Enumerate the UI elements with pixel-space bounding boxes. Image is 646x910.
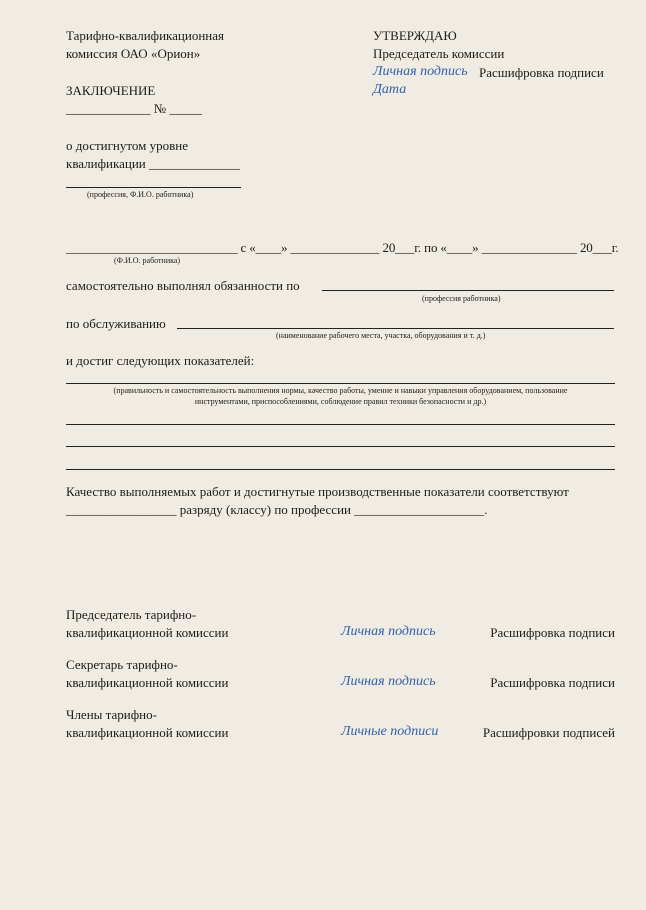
role-line-1: Секретарь тарифно- — [66, 657, 178, 672]
duties-note: (профессия работника) — [422, 294, 501, 303]
signature: Личные подписи — [341, 724, 439, 739]
approve-heading: УТВЕРЖДАЮ — [373, 28, 457, 43]
profession-note: (профессия, Ф.И.О. работника) — [87, 190, 194, 199]
quality-line-2: _________________ разряду (классу) по профессии ____________________. — [66, 502, 488, 517]
fio-note: (Ф.И.О. работника) — [114, 256, 181, 265]
signature: Личная подпись — [341, 674, 436, 689]
indicators-line-2 — [66, 424, 615, 425]
service-note: (наименование рабочего места, участка, оборудования и т. д.) — [276, 331, 486, 340]
role-line-1: Председатель тарифно- — [66, 607, 197, 622]
signature-decode: Расшифровки подписей — [482, 725, 615, 740]
signature-decode: Расшифровка подписи — [490, 675, 615, 690]
indicators-label: и достиг следующих показателей: — [66, 353, 255, 368]
role-line-2: квалификационной комиссии — [66, 625, 229, 640]
role-line-2: квалификационной комиссии — [66, 675, 229, 690]
role-line-2: квалификационной комиссии — [66, 725, 229, 740]
indicators-note-2: инструментами, приспособлениями, соблюдение правил техники безопасности и др.) — [194, 397, 487, 406]
duties-label: самостоятельно выполнял обязанности по — [66, 278, 300, 293]
level-line-1: о достигнутом уровне — [66, 138, 188, 153]
level-line-2: квалификации ______________ — [66, 156, 241, 171]
conclusion-title: ЗАКЛЮЧЕНИЕ — [66, 83, 156, 98]
indicators-line-1 — [66, 383, 615, 384]
conclusion-number: _____________ № _____ — [66, 101, 202, 116]
service-label: по обслуживанию — [66, 316, 166, 331]
profession-blank-line — [66, 187, 241, 188]
quality-line-1: Качество выполняемых работ и достигнутые производственные показатели соответствуют — [66, 484, 569, 499]
header-date: Дата — [373, 82, 407, 97]
org-name-line-1: Тарифно-квалификационная — [66, 28, 225, 43]
indicators-note-1: (правильность и самостоятельность выполнения нормы, качество работы, умение и навыки управления оборудованием, пользование — [113, 386, 568, 395]
role-line-1: Члены тарифно- — [66, 707, 157, 722]
service-line — [177, 328, 614, 329]
header-signature: Личная подпись — [373, 64, 468, 79]
header-signature-decode: Расшифровка подписи — [479, 65, 604, 80]
period-line: ___________________________ с «____» ______________ 20___г. по «____» _______________ 20___г. — [66, 240, 619, 255]
signature: Личная подпись — [341, 624, 436, 639]
duties-line — [322, 290, 614, 291]
signature-decode: Расшифровка подписи — [490, 625, 615, 640]
indicators-line-3 — [66, 446, 615, 447]
indicators-line-4 — [66, 469, 615, 470]
org-name-line-2: комиссия ОАО «Орион» — [66, 46, 201, 61]
chairman-title: Председатель комиссии — [373, 46, 505, 61]
